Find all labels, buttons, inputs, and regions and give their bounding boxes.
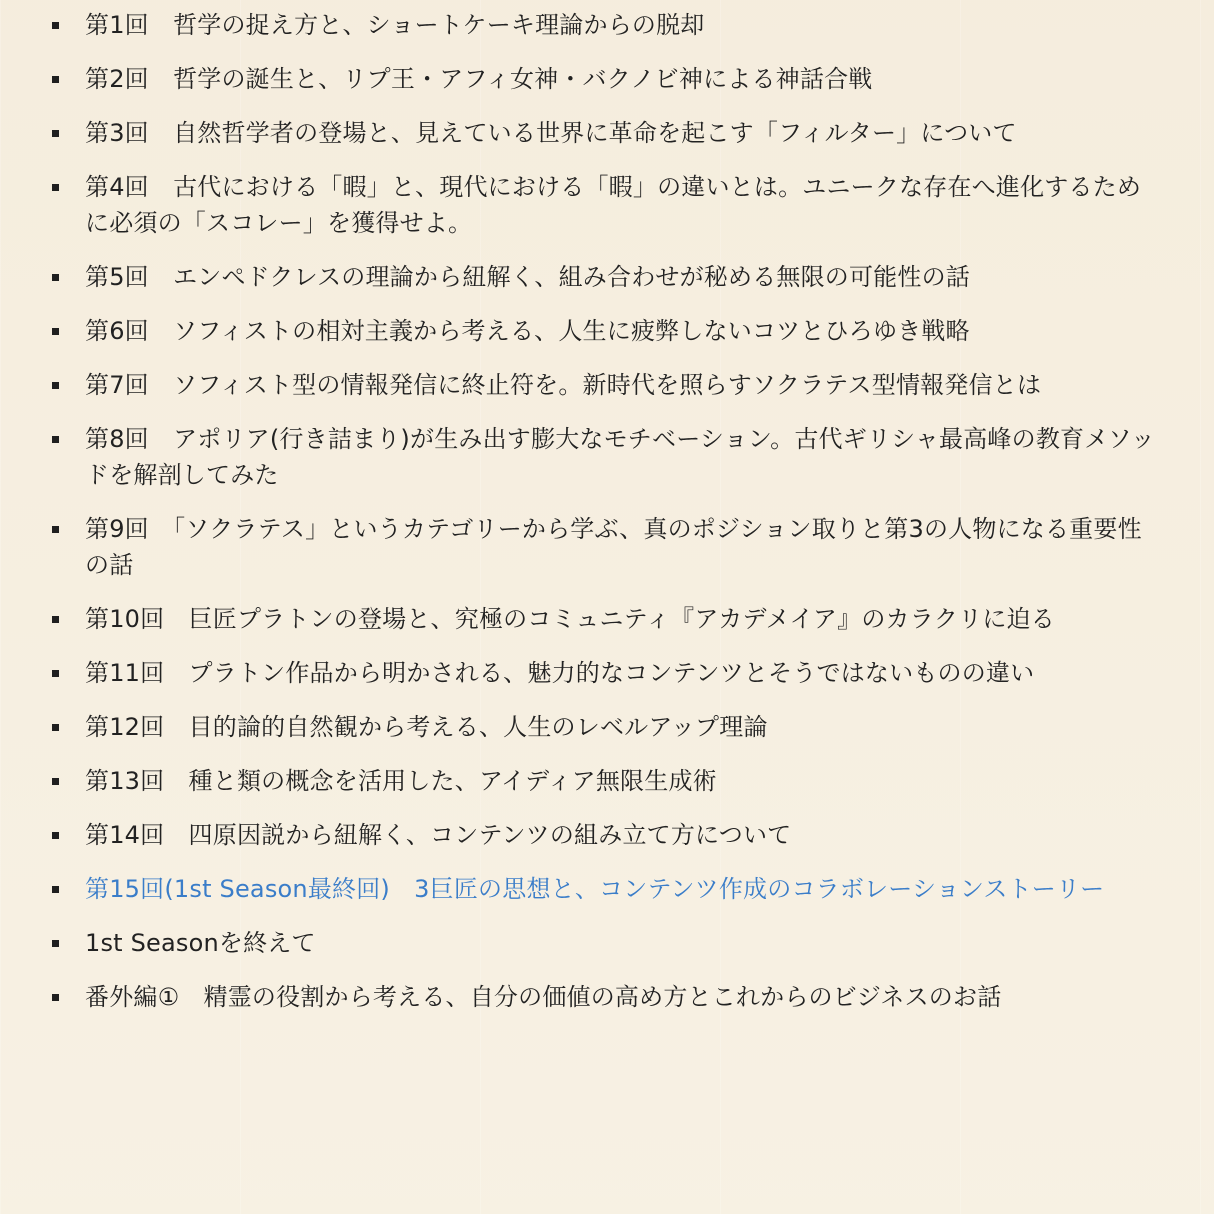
episode-item-11: 第11回 プラトン作品から明かされる、魅力的なコンテンツとそうではないものの違い (85, 655, 1159, 691)
episode-item-8: 第8回 アポリア(行き詰まり)が生み出す膨大なモチベーション。古代ギリシャ最高峰の教育メソッドを解剖してみた (85, 421, 1159, 493)
episode-item-14: 第14回 四原因説から紐解く、コンテンツの組み立て方について (85, 817, 1159, 853)
episode-item-7: 第7回 ソフィスト型の情報発信に終止符を。新時代を照らすソクラテス型情報発信とは (85, 367, 1159, 403)
episode-item-9: 第9回 「ソクラテス」というカテゴリーから学ぶ、真のポジション取りと第3の人物になる重要性の話 (85, 511, 1159, 583)
extra-episode-item: 番外編① 精霊の役割から考える、自分の価値の高め方とこれからのビジネスのお話 (85, 979, 1159, 1015)
episode-list (0, 7, 1214, 1015)
episode-item-6: 第6回 ソフィストの相対主義から考える、人生に疲弊しないコツとひろゆき戦略 (85, 313, 1159, 349)
episode-item-12: 第12回 目的論的自然観から考える、人生のレベルアップ理論 (85, 709, 1159, 745)
episode-item-13: 第13回 種と類の概念を活用した、アイディア無限生成術 (85, 763, 1159, 799)
episode-item-3: 第3回 自然哲学者の登場と、見えている世界に革命を起こす「フィルター」について (85, 115, 1159, 151)
episode-item-5: 第5回 エンペドクレスの理論から紐解く、組み合わせが秘める無限の可能性の話 (85, 259, 1159, 295)
episode-item-10: 第10回 巨匠プラトンの登場と、究極のコミュニティ『アカデメイア』のカラクリに迫る (85, 601, 1159, 637)
season-end-item: 1st Seasonを終えて (85, 925, 1159, 961)
episode-item-4: 第4回 古代における「暇」と、現代における「暇」の違いとは。ユニークな存在へ進化するために必須の「スコレー」を獲得せよ。 (85, 169, 1159, 241)
episode-link-15[interactable]: 第15回(1st Season最終回) 3巨匠の思想と、コンテンツ作成のコラボレーションストーリー (85, 871, 1159, 907)
episode-item-2: 第2回 哲学の誕生と、リプ王・アフィ女神・バクノビ神による神話合戦 (85, 61, 1159, 97)
episode-item-1: 第1回 哲学の捉え方と、ショートケーキ理論からの脱却 (85, 7, 1159, 43)
